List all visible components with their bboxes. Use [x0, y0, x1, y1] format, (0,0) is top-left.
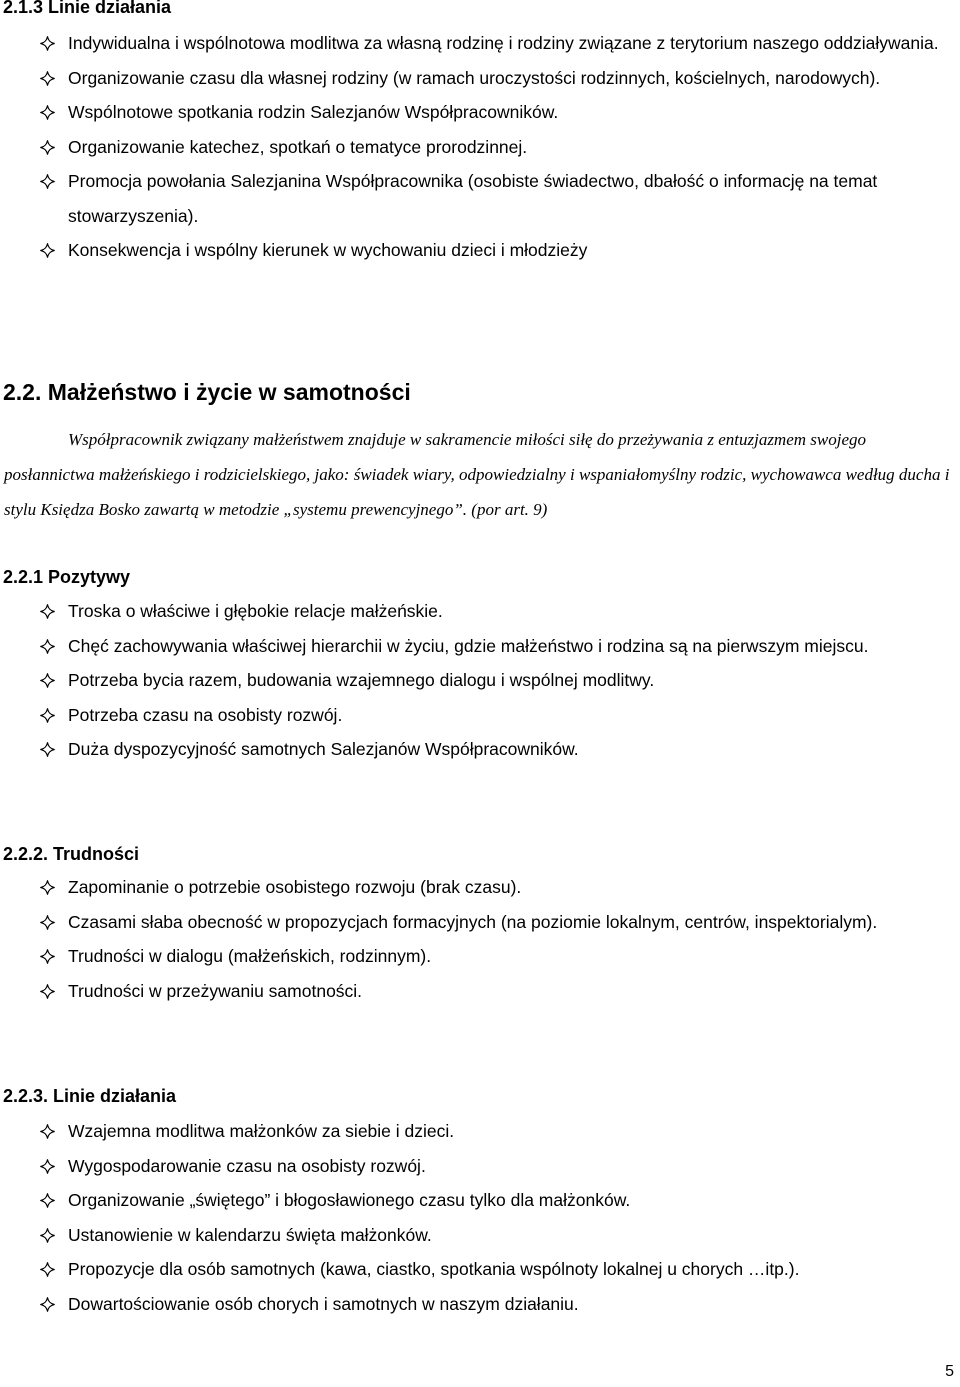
list-item: Wspólnotowe spotkania rodzin Salezjanów Współpracowników.: [40, 95, 945, 130]
heading-2-2-1: 2.2.1 Pozytywy: [3, 567, 131, 587]
bullet-icon: [40, 939, 56, 974]
list-item: Trudności w dialogu (małżeńskich, rodzinnym).: [40, 939, 945, 974]
bullet-icon: [40, 870, 56, 905]
bullet-icon: [40, 1287, 56, 1322]
list-2-1-3: [40, 26, 945, 268]
bullet-icon: [40, 732, 56, 767]
heading-2-1-3: 2.1.3 Linie działania: [3, 0, 172, 17]
bullet-icon: [40, 629, 56, 664]
list-item: Organizowanie czasu dla własnej rodziny (w ramach uroczystości rodzinnych, kościelnych, narodowych).: [40, 61, 945, 96]
list-item: Organizowanie „świętego” i błogosławionego czasu tylko dla małżonków.: [40, 1183, 945, 1218]
list-item: Chęć zachowywania właściwej hierarchii w życiu, gdzie małżeństwo i rodzina są na pierwszym miejscu.: [40, 629, 945, 664]
bullet-icon: [40, 95, 56, 130]
bullet-icon: [40, 663, 56, 698]
bullet-icon: [40, 1114, 56, 1149]
list-item: Zapominanie o potrzebie osobistego rozwoju (brak czasu).: [40, 870, 945, 905]
bullet-icon: [40, 905, 56, 940]
list-item: Duża dyspozycyjność samotnych Salezjanów Współpracowników.: [40, 732, 945, 767]
list-item: Dowartościowanie osób chorych i samotnych w naszym działaniu.: [40, 1287, 945, 1322]
page-number: 5: [945, 1363, 954, 1380]
list-item: Promocja powołania Salezjanina Współpracownika (osobiste świadectwo, dbałość o informację na temat stowarzyszenia).: [40, 164, 945, 233]
bullet-icon: [40, 594, 56, 629]
heading-2-2-2: 2.2.2. Trudności: [3, 844, 140, 864]
bullet-icon: [40, 1218, 56, 1253]
list-item: Konsekwencja i wspólny kierunek w wychowaniu dzieci i młodzieży: [40, 233, 945, 268]
list-2-2-2: [40, 870, 945, 1008]
bullet-icon: [40, 1252, 56, 1287]
list-item: Wygospodarowanie czasu na osobisty rozwój.: [40, 1149, 945, 1184]
list-item: Propozycje dla osób samotnych (kawa, ciastko, spotkania wspólnoty lokalnej u chorych …itp.).: [40, 1252, 945, 1287]
list-item: Organizowanie katechez, spotkań o tematyce prorodzinnej.: [40, 130, 945, 165]
bullet-icon: [40, 233, 56, 268]
bullet-icon: [40, 26, 56, 61]
list-item: Troska o właściwe i głębokie relacje małżeńskie.: [40, 594, 945, 629]
list-item: Trudności w przeżywaniu samotności.: [40, 974, 945, 1009]
bullet-icon: [40, 698, 56, 733]
bullet-icon: [40, 130, 56, 165]
list-item: Ustanowienie w kalendarzu święta małżonków.: [40, 1218, 945, 1253]
heading-2-2: 2.2. Małżeństwo i życie w samotności: [3, 379, 411, 405]
list-item: Potrzeba bycia razem, budowania wzajemnego dialogu i wspólnej modlitwy.: [40, 663, 945, 698]
list-2-2-1: [40, 594, 945, 767]
bullet-icon: [40, 974, 56, 1009]
list-item: Czasami słaba obecność w propozycjach formacyjnych (na poziomie lokalnym, centrów, inspektorialym).: [40, 905, 945, 940]
bullet-icon: [40, 1149, 56, 1184]
list-item: Potrzeba czasu na osobisty rozwój.: [40, 698, 945, 733]
list-2-2-3: [40, 1114, 945, 1321]
bullet-icon: [40, 61, 56, 96]
list-item: Indywidualna i wspólnotowa modlitwa za własną rodzinę i rodziny związane z terytorium naszego oddziaływania.: [40, 26, 945, 61]
list-item: Wzajemna modlitwa małżonków za siebie i dzieci.: [40, 1114, 945, 1149]
heading-2-2-3: 2.2.3. Linie działania: [3, 1086, 177, 1106]
intro-paragraph: Współpracownik związany małżeństwem znajduje w sakramencie miłości siłę do przeżywania z entuzjazmem swojego posłannictwa małżeńskiego i rodzicielskiego, jako: świadek wiary, odpowiedzialny i wspaniałomyślny rodzic, wychowawca według ducha i stylu Księdza Bosko zawartą w metodzie „systemu prewencyjnego”. (por art. 9): [4, 430, 950, 519]
bullet-icon: [40, 1183, 56, 1218]
bullet-icon: [40, 164, 56, 199]
